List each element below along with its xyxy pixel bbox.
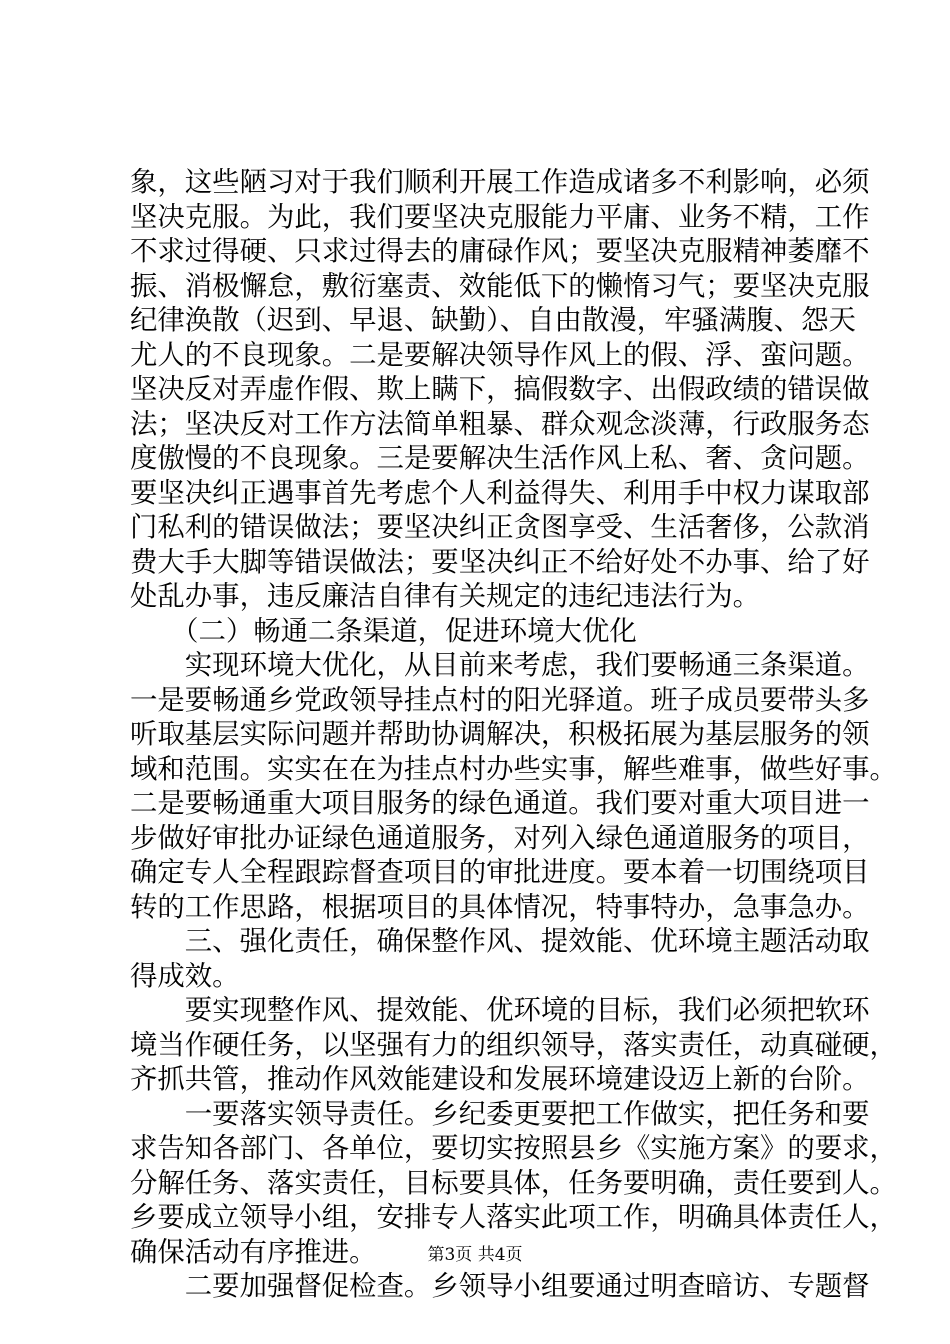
body-text-line: 法；坚决反对工作方法简单粗暴、群众观念淡薄，行政服务态 [130,408,870,440]
page-number: 第3页 共4页 [427,1245,523,1265]
body-text-line: 费大手大脚等错误做法；要坚决纠正不给好处不办事、给了好 [130,546,870,578]
body-text-line: 度傲慢的不良现象。三是要解决生活作风上私、奢、贪问题。 [130,443,870,474]
body-text-line: 要坚决纠正遇事首先考虑个人利益得失、利用手中权力谋取部 [130,477,870,509]
body-text-line: 坚决反对弄虚作假、欺上瞒下，搞假数字、出假政绩的错误做 [130,374,870,405]
body-text-line: 坚决克服。为此，我们要坚决克服能力平庸、业务不精，工作 [130,201,870,233]
body-text-line: 一是要畅通乡党政领导挂点村的阳光驿道。班子成员要带头多 [130,684,870,716]
body-text-line: 分解任务、落实责任，目标要具体，任务要明确，责任要到人。 [130,1167,897,1199]
body-text-line: 象，这些陋习对于我们顺利开展工作造成诸多不利影响，必须 [130,167,870,198]
body-text-line: 确保活动有序推进。 [130,1236,377,1268]
body-text-line: 乡要成立领导小组，安排专人落实此项工作，明确具体责任人， [130,1202,897,1233]
body-text-line: 要实现整作风、提效能、优环境的目标，我们必须把软环 [130,995,870,1026]
body-text-line: 纪律涣散（迟到、早退、缺勤）、自由散漫，牢骚满腹、怨天 [130,305,856,336]
body-text-line: 二是要畅通重大项目服务的绿色通道。我们要对重大项目进一 [130,788,870,819]
body-text-line: 得成效。 [130,960,240,992]
body-text-line: 实现环境大优化，从目前来考虑，我们要畅通三条渠道。 [130,650,870,681]
body-text-line: 一要落实领导责任。乡纪委更要把工作做实，把任务和要 [130,1098,870,1130]
body-text-line: 尤人的不良现象。二是要解决领导作风上的假、浮、蛮问题。 [130,339,870,371]
body-text-line: 域和范围。实实在在为挂点村办些实事，解些难事，做些好事。 [130,753,897,785]
body-text-line: （二）畅通二条渠道，促进环境大优化 [130,615,637,647]
body-text-line: 齐抓共管，推动作风效能建设和发展环境建设迈上新的台阶。 [130,1064,870,1095]
body-text-line: 三、强化责任，确保整作风、提效能、优环境主题活动取 [130,926,870,957]
body-text-line: 转的工作思路，根据项目的具体情况，特事特办，急事急办。 [130,891,870,923]
body-text-line: 步做好审批办证绿色通道服务，对列入绿色通道服务的项目， [130,822,870,854]
page-footer [0,1240,950,1265]
body-text-line: 振、消极懈怠，敷衍塞责、效能低下的懒惰习气；要坚决克服 [130,270,870,302]
body-text-line: 门私利的错误做法；要坚决纠正贪图享受、生活奢侈，公款消 [130,512,870,543]
body-text-line: 不求过得硬、只求过得去的庸碌作风；要坚决克服精神萎靡不 [130,236,870,267]
body-text-line: 境当作硬任务，以坚强有力的组织领导，落实责任，动真碰硬， [130,1029,897,1061]
document-body [130,166,897,1305]
body-text-line: 听取基层实际问题并帮助协调解决，积极拓展为基层服务的领 [130,719,870,750]
body-text-line: 求告知各部门、各单位，要切实按照县乡《实施方案》的要求， [130,1133,897,1164]
body-text-line: 二要加强督促检查。乡领导小组要通过明查暗访、专题督 [130,1271,870,1302]
body-text-line: 处乱办事，违反廉洁自律有关规定的违纪违法行为。 [130,581,760,612]
body-text-line: 确定专人全程跟踪督查项目的审批进度。要本着一切围绕项目 [130,857,870,888]
